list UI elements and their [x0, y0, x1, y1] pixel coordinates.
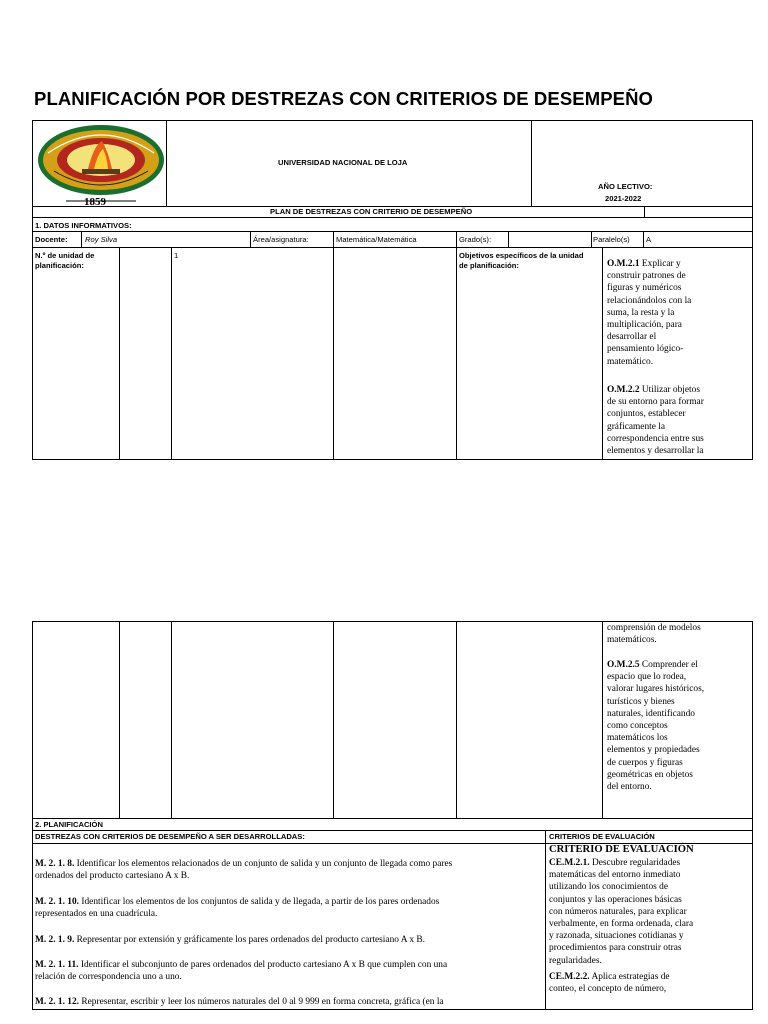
skill-m2112: M. 2. 1. 12. Representar, escribir y leer los números naturales del 0 al 9 999 en forma concreta, gráfica (en la: [35, 997, 444, 1007]
docente-label: Docente:: [35, 235, 68, 244]
grado-label: Grado(s):: [459, 235, 492, 244]
objetivos-label-line1: Objetivos específicos de la unidad: [459, 251, 584, 260]
unidad-value: 1: [174, 251, 179, 260]
year-value: 2021-2022: [605, 194, 642, 203]
criterio-cem22: CE.M.2.2. Aplica estrategias de conteo, el concepto de número,: [549, 972, 670, 995]
area-label: Área/asignatura:: [253, 235, 309, 244]
logo-year: 1859: [84, 196, 106, 208]
criterio-cem21: CE.M.2.1. Descubre regularidades matemáticas del entorno inmediato utilizando los conocimientos de conjuntos y las operaciones básicas con números naturales, para explicar verbalmente, en forma ordenada, clara y razonada, situaciones cotidianas y procedimientos para construir otras regularidades.: [549, 858, 694, 966]
objective-om21: O.M.2.1 Explicar y construir patrones de figuras y numéricos relacionándolos con la suma, la resta y la multiplicación, para desarrollar el pensamiento lógico- matemático.: [607, 259, 692, 367]
criterio-title: CRITERIO DE EVALUACIÓN: [549, 844, 694, 855]
plan-label: PLAN DE DESTREZAS CON CRITERIO DE DESEMPEÑO: [270, 207, 473, 216]
section1-title: 1. DATOS INFORMATIVOS:: [35, 221, 132, 230]
unidad-label-line2: planificación:: [35, 261, 84, 270]
skill-m219: M. 2. 1. 9. Representar por extensión y gráficamente los pares ordenados del producto cartesiano A x B.: [35, 935, 425, 945]
page-title: PLANIFICACIÓN POR DESTREZAS CON CRITERIOS DE DESEMPEÑO: [34, 88, 654, 109]
objective-continuation: comprensión de modelos matemáticos.: [607, 623, 701, 646]
paralelo-label: Paralelo(s): [593, 235, 630, 244]
year-label: AÑO LECTIVO:: [598, 182, 653, 191]
unidad-label-line1: N.º de unidad de: [35, 251, 95, 260]
section2-title: 2. PLANIFICACIÓN: [35, 820, 103, 829]
skill-m2111: M. 2. 1. 11. Identificar el subconjunto de pares ordenados del producto cartesiano A x B que cumplen con una relación de correspondencia uno a uno.: [35, 960, 448, 983]
area-value: Matemática/Matemática: [336, 235, 417, 244]
university-name: UNIVERSIDAD NACIONAL DE LOJA: [278, 158, 408, 167]
objective-om22: O.M.2.2 Utilizar objetos de su entorno para formar conjuntos, establecer gráficamente la correspondencia entre sus elementos y desarrollar la: [607, 385, 704, 457]
docente-value: Roy Silva: [85, 235, 118, 244]
objective-om25: O.M.2.5 Comprender el espacio que lo rodea, valorar lugares históricos, turísticos y bienes naturales, identificando como conceptos matemáticos los elementos y propiedades de cuerpos y figuras geométricas en objetos del entorno.: [607, 660, 705, 793]
university-seal-logo: [36, 123, 166, 207]
objetivos-label-line2: de planificación:: [459, 261, 519, 270]
destrezas-header: DESTREZAS CON CRITERIOS DE DESEMPEÑO A SER DESARROLLADAS:: [35, 832, 305, 841]
paralelo-value: A: [646, 235, 652, 244]
skill-m218: M. 2. 1. 8. Identificar los elementos relacionados de un conjunto de salida y un conjunto de llegada como pares ordenados del producto cartesiano A x B.: [35, 859, 453, 882]
skill-m2110: M. 2. 1. 10. Identificar los elementos de los conjuntos de salida y de llegada, a partir de los pares ordenados representados en una cuadrícula.: [35, 897, 440, 920]
criterios-header: CRITERIOS DE EVALUACIÓN: [549, 832, 655, 841]
